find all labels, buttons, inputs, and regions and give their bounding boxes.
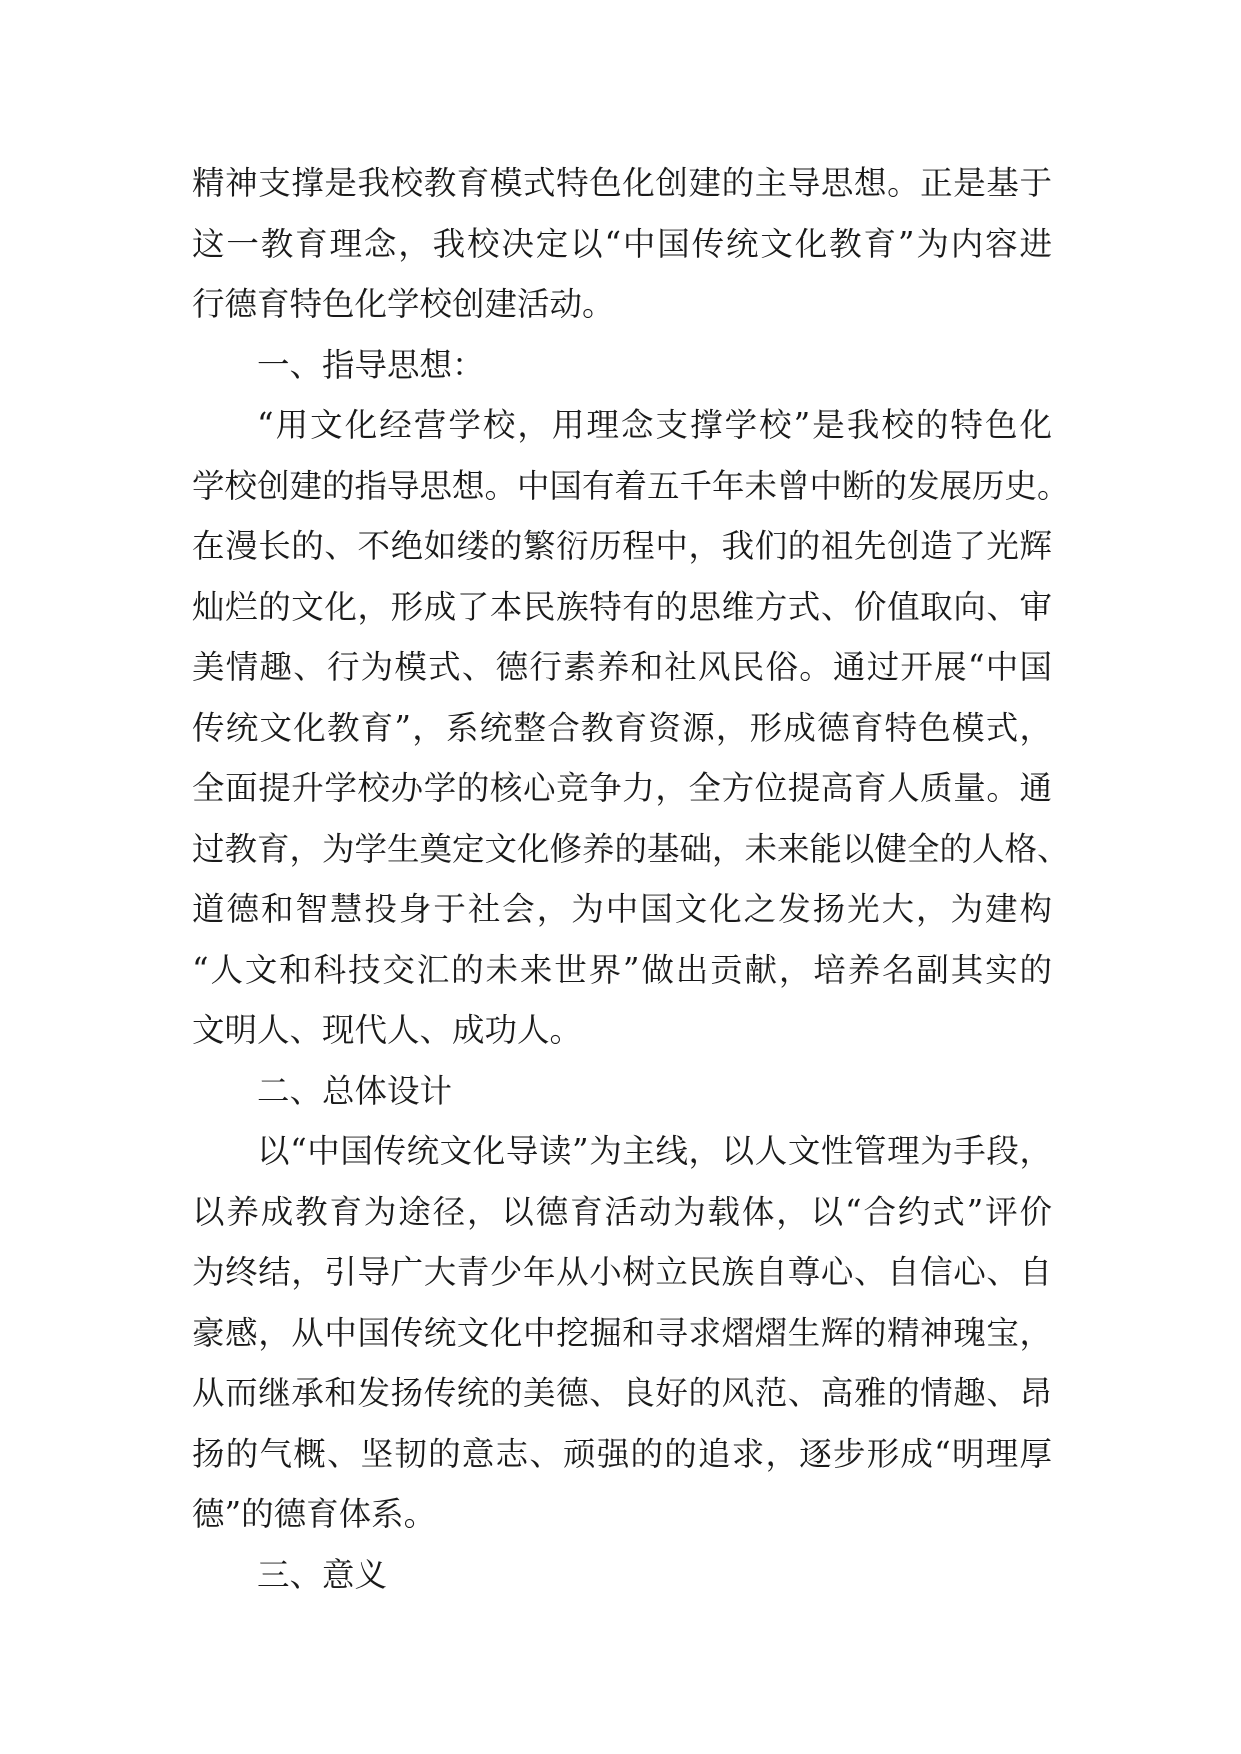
text-line: 行德育特色化学校创建活动。 [192, 285, 615, 323]
text-line: 扬的气概、坚韧的意志、顽强的的追求，逐步形成“明理厚 [192, 1434, 1052, 1473]
text-line: 道德和智慧投身于社会，为中国文化之发扬光大，为建构 [192, 890, 1052, 928]
text-line: 文明人、现代人、成功人。 [192, 1011, 583, 1049]
text-line: 灿烂的文化，形成了本民族特有的思维方式、价值取向、审 [192, 587, 1052, 626]
text-line: 全面提升学校办学的核心竞争力，全方位提高育人质量。通 [192, 769, 1052, 807]
section-heading: 三、意义 [257, 1555, 388, 1594]
text-line: 学校创建的指导思想。中国有着五千年未曾中断的发展历史。 [192, 466, 1070, 505]
section-heading: 二、总体设计 [257, 1071, 453, 1110]
text-line: 为终结，引导广大青少年从小树立民族自尊心、自信心、自 [192, 1253, 1052, 1291]
text-line: 美情趣、行为模式、德行素养和社风民俗。通过开展“中国 [192, 648, 1052, 686]
text-line: 德”的德育体系。 [192, 1495, 437, 1533]
text-line: 精神支撑是我校教育模式特色化创建的主导思想。正是基于 [192, 164, 1052, 202]
body-text [192, 153, 1070, 1605]
section-heading: 一、指导思想： [257, 345, 485, 384]
text-line: 过教育，为学生奠定文化修养的基础，未来能以健全的人格、 [192, 829, 1070, 868]
text-line: 传统文化教育”，系统整合教育资源，形成德育特色模式， [192, 708, 1052, 747]
text-line: “用文化经营学校，用理念支撑学校”是我校的特色化 [257, 406, 1052, 444]
text-line: 豪感，从中国传统文化中挖掘和寻求熠熠生辉的精神瑰宝， [192, 1313, 1052, 1352]
text-line: 以“中国传统文化导读”为主线，以人文性管理为手段， [257, 1132, 1052, 1170]
text-line: 在漫长的、不绝如缕的繁衍历程中，我们的祖先创造了光辉 [192, 527, 1052, 565]
text-line: 以养成教育为途径，以德育活动为载体，以“合约式”评价 [192, 1192, 1052, 1231]
text-line: 从而继承和发扬传统的美德、良好的风范、高雅的情趣、昂 [192, 1374, 1052, 1412]
text-line: 这一教育理念，我校决定以“中国传统文化教育”为内容进 [192, 224, 1052, 263]
text-line: “人文和科技交汇的未来世界”做出贡献，培养名副其实的 [192, 950, 1052, 989]
